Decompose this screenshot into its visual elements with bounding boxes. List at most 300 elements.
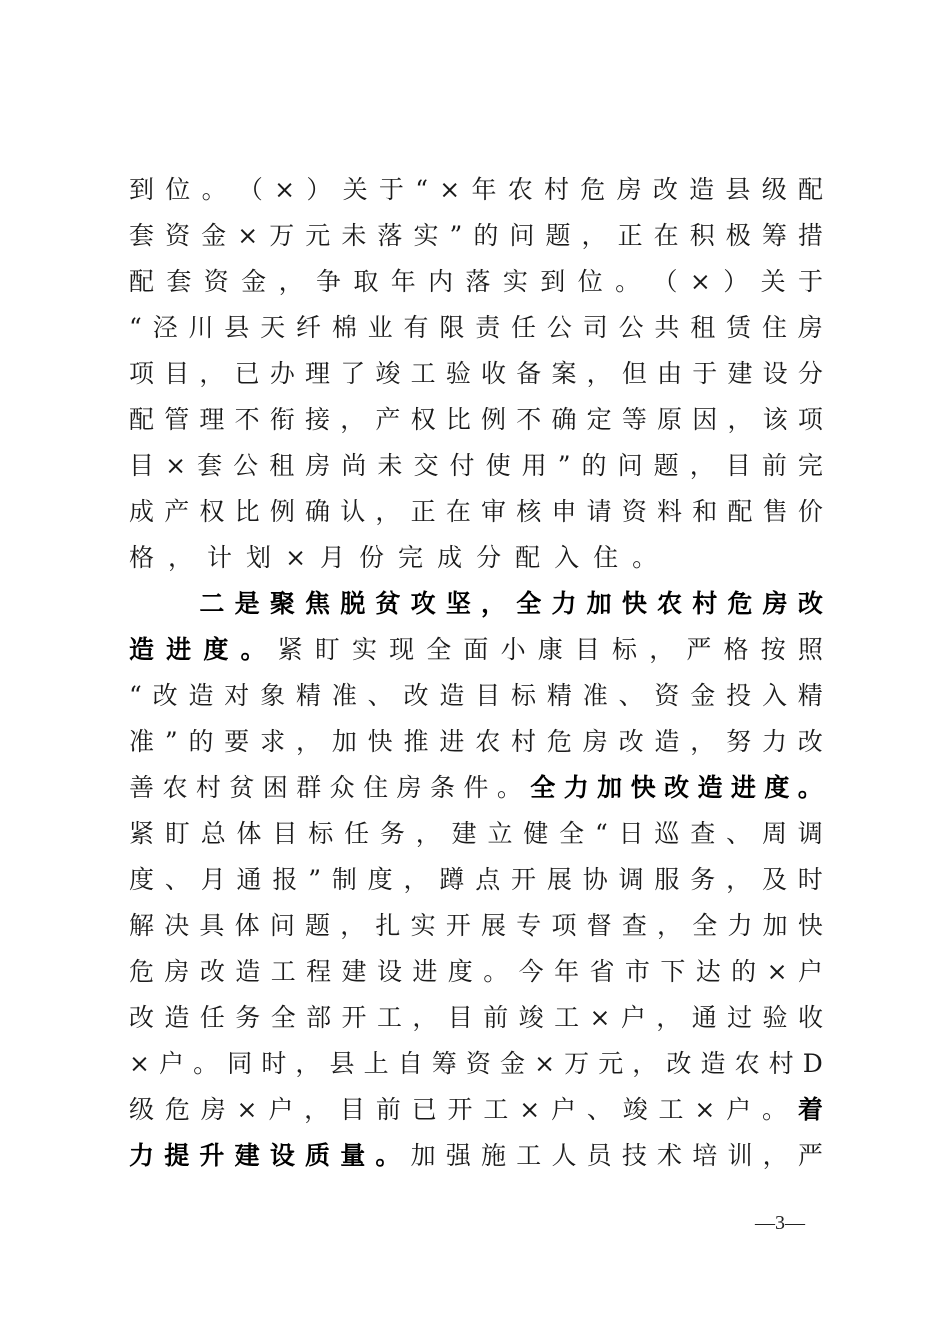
text-line — [129, 627, 823, 673]
text-char: 配 — [129, 267, 155, 296]
text-char: 级 — [129, 1095, 155, 1124]
text-char: ， — [304, 1095, 330, 1124]
text-char: 分 — [797, 359, 823, 388]
text-char: 项 — [797, 405, 823, 434]
text-char: 比 — [445, 405, 471, 434]
text-char: 开 — [447, 1095, 473, 1124]
text-char: 目 — [272, 819, 298, 848]
text-char: 严 — [686, 635, 712, 664]
bold-heading-char: 度 — [203, 635, 229, 664]
text-char: 划 — [246, 543, 286, 572]
text-char: 设 — [376, 957, 402, 986]
text-char: 县 — [224, 313, 250, 342]
text-line — [129, 167, 823, 213]
text-char: 同 — [227, 1049, 253, 1078]
text-char: 住 — [363, 773, 389, 802]
text-char: 住 — [761, 313, 787, 342]
text-char: ， — [295, 1049, 321, 1078]
text-char: 有 — [403, 313, 429, 342]
bold-heading-char: 力 — [129, 1141, 155, 1170]
text-char: 查 — [621, 911, 647, 940]
text-char: 实 — [502, 267, 528, 296]
text-char: 定 — [586, 405, 612, 434]
text-char: 面 — [463, 635, 489, 664]
text-char: “ — [594, 819, 608, 848]
text-char: 自 — [397, 1049, 423, 1078]
bold-heading-char: 二 — [199, 589, 225, 618]
text-char: 度 — [367, 865, 393, 894]
text-char: ， — [403, 865, 429, 894]
text-char: 份 — [359, 543, 399, 572]
bold-heading-char: 快 — [621, 589, 647, 618]
text-char: 使 — [485, 451, 511, 480]
text-char: 务 — [235, 1003, 261, 1032]
text-char: 权 — [199, 497, 225, 526]
text-char: × — [519, 1095, 541, 1124]
bold-heading-char: 着 — [797, 1095, 823, 1124]
text-char: 计 — [207, 543, 247, 572]
text-char: 报 — [272, 865, 298, 894]
text-char: 权 — [410, 405, 436, 434]
text-char: 竣 — [622, 1095, 648, 1124]
text-char: 贫 — [229, 773, 255, 802]
text-char: 房 — [797, 313, 823, 342]
text-char: 已 — [411, 1095, 437, 1124]
text-line — [129, 443, 823, 489]
text-char: 决 — [164, 911, 190, 940]
text-char: 资 — [654, 681, 680, 710]
text-char: ， — [375, 497, 401, 526]
text-char: 工 — [483, 1095, 509, 1124]
text-char: 通 — [691, 1003, 717, 1032]
text-char: 度 — [447, 957, 473, 986]
text-char: 天 — [260, 313, 286, 342]
bold-heading-char: 提 — [164, 1141, 190, 1170]
text-char: 农 — [507, 175, 533, 204]
text-char: 公 — [618, 313, 644, 342]
bold-heading-char: 贫 — [375, 589, 401, 618]
text-char: ， — [340, 911, 366, 940]
text-char: 目 — [574, 635, 600, 664]
text-char: 专 — [516, 911, 542, 940]
text-char: ， — [295, 727, 321, 756]
text-line — [129, 397, 823, 443]
text-char: 验 — [445, 359, 471, 388]
text-char: × — [274, 175, 296, 204]
text-char: 管 — [164, 405, 190, 434]
text-char: 竣 — [375, 359, 401, 388]
text-char: 收 — [797, 1003, 823, 1032]
bold-heading-char: 度 — [764, 773, 790, 802]
text-char: ” — [164, 727, 178, 756]
text-char: 争 — [315, 267, 341, 296]
text-char: 格 — [129, 543, 169, 572]
text-char: 。 — [615, 267, 641, 296]
text-char: 实 — [413, 221, 439, 250]
text-char: 问 — [269, 911, 295, 940]
bold-heading-char: 。 — [797, 773, 823, 802]
text-char: 万 — [564, 1049, 590, 1078]
text-char: 村 — [768, 1049, 794, 1078]
bold-heading-char: 造 — [129, 635, 155, 664]
text-char: 按 — [760, 635, 786, 664]
text-char: 套 — [166, 267, 192, 296]
text-char: 未 — [377, 451, 403, 480]
text-char: 位 — [165, 175, 191, 204]
text-line — [129, 1087, 823, 1133]
bold-heading-char: 设 — [269, 1141, 295, 1170]
text-char: “ — [129, 681, 142, 710]
text-char: 健 — [523, 819, 549, 848]
text-char: 建 — [341, 957, 367, 986]
text-char: 售 — [762, 497, 788, 526]
text-char: 目 — [129, 451, 155, 480]
bold-heading-char: 聚 — [269, 589, 295, 618]
text-char: 收 — [481, 359, 507, 388]
text-char: 目 — [447, 1003, 473, 1032]
text-char: 推 — [403, 727, 429, 756]
text-char: × — [589, 1003, 611, 1032]
text-char: 立 — [487, 819, 513, 848]
text-char: 责 — [475, 313, 501, 342]
text-char: 房 — [616, 175, 642, 204]
text-line — [129, 719, 823, 765]
text-char: 达 — [695, 957, 721, 986]
text-char: 任 — [511, 313, 537, 342]
text-char: 。 — [632, 543, 672, 572]
text-char: 积 — [689, 221, 715, 250]
text-char: 限 — [439, 313, 465, 342]
text-char: 。 — [193, 1049, 219, 1078]
bold-heading-char: 进 — [730, 773, 756, 802]
text-char: 金 — [690, 681, 716, 710]
text-char: 象 — [260, 681, 286, 710]
text-char: 市 — [624, 957, 650, 986]
text-char: 接 — [305, 405, 331, 434]
text-char: ， — [657, 911, 683, 940]
text-line — [129, 213, 823, 259]
text-char: ” — [449, 221, 463, 250]
text-char: 农 — [162, 773, 188, 802]
text-char: 尚 — [341, 451, 367, 480]
bold-heading-char: 攻 — [410, 589, 436, 618]
text-char: 训 — [727, 1141, 753, 1170]
text-char: 造 — [235, 957, 261, 986]
text-char: 目 — [164, 359, 190, 388]
text-char — [129, 581, 154, 627]
text-char: 极 — [725, 221, 751, 250]
text-line — [129, 903, 823, 949]
text-char: 展 — [481, 911, 507, 940]
text-char: 村 — [195, 773, 221, 802]
text-char: 小 — [500, 635, 526, 664]
text-char: 料 — [657, 497, 683, 526]
text-char: 造 — [164, 1003, 190, 1032]
text-char: 例 — [481, 405, 507, 434]
text-char: 设 — [762, 359, 788, 388]
text-char: ， — [168, 543, 208, 572]
text-char: ” — [308, 865, 321, 894]
text-char: 配 — [727, 497, 753, 526]
text-char: 现 — [389, 635, 415, 664]
text-char: 办 — [269, 359, 295, 388]
text-char: 等 — [621, 405, 647, 434]
text-char: 督 — [586, 911, 612, 940]
text-char: 完 — [797, 451, 823, 480]
text-char: 关 — [342, 175, 368, 204]
text-char: 体 — [234, 911, 260, 940]
text-char: 业 — [367, 313, 393, 342]
text-char: 问 — [509, 221, 535, 250]
text-char: 申 — [551, 497, 577, 526]
text-char: （ — [652, 267, 678, 296]
text-char: 配 — [515, 543, 555, 572]
text-char: 但 — [621, 359, 647, 388]
bold-heading-char: 焦 — [305, 589, 331, 618]
text-char: “ — [415, 175, 428, 204]
text-char: 具 — [199, 911, 225, 940]
bold-heading-char: 农 — [657, 589, 683, 618]
bold-heading-char: 建 — [234, 1141, 260, 1170]
text-char: 、 — [164, 865, 190, 894]
text-char: 泾 — [152, 313, 178, 342]
page-number: —3— — [755, 1212, 805, 1234]
text-char: 棉 — [331, 313, 357, 342]
text-char: 照 — [797, 635, 823, 664]
text-char: 术 — [657, 1141, 683, 1170]
text-char: 展 — [546, 865, 572, 894]
text-char: 资 — [165, 221, 191, 250]
text-line — [129, 535, 823, 581]
text-char: 资 — [621, 497, 647, 526]
text-char: × — [694, 1095, 716, 1124]
text-char: 任 — [199, 1003, 225, 1032]
text-char: 价 — [797, 497, 823, 526]
text-char: 全 — [270, 1003, 296, 1032]
text-char: 快 — [367, 727, 393, 756]
text-char: 造 — [188, 681, 214, 710]
text-char: 危 — [164, 1095, 190, 1124]
text-char: 善 — [129, 773, 155, 802]
text-char: 农 — [475, 727, 501, 756]
text-char: 时 — [797, 865, 823, 894]
text-line — [129, 765, 823, 811]
text-char: 危 — [546, 727, 572, 756]
text-char: 户 — [797, 957, 823, 986]
text-char: 确 — [305, 497, 331, 526]
text-line — [129, 1041, 823, 1087]
text-char: 改 — [666, 1049, 692, 1078]
text-char: 司 — [582, 313, 608, 342]
text-char: 取 — [353, 267, 379, 296]
text-char: 纤 — [295, 313, 321, 342]
text-char: 困 — [262, 773, 288, 802]
text-char: 众 — [329, 773, 355, 802]
text-line — [129, 995, 823, 1041]
body-text — [129, 167, 823, 1179]
text-line — [129, 949, 823, 995]
text-char: 工 — [658, 1095, 684, 1124]
text-char: ， — [415, 819, 441, 848]
text-char: 人 — [551, 1141, 577, 1170]
text-char: ， — [689, 451, 715, 480]
text-char: 查 — [690, 819, 716, 848]
text-char: 改 — [797, 727, 823, 756]
bold-heading-char: 。 — [375, 1141, 401, 1170]
text-char: 落 — [465, 267, 491, 296]
text-char: 通 — [236, 865, 262, 894]
text-char: 改 — [403, 681, 429, 710]
text-char: 确 — [551, 405, 577, 434]
text-char: 改 — [129, 1003, 155, 1032]
text-char: 租 — [269, 451, 295, 480]
text-char: 元 — [598, 1049, 624, 1078]
text-char: 康 — [537, 635, 563, 664]
text-char: 的 — [731, 957, 757, 986]
text-char: ， — [586, 359, 612, 388]
text-char: 户 — [551, 1095, 577, 1124]
text-char: 条 — [429, 773, 455, 802]
text-char: 共 — [654, 313, 680, 342]
bold-heading-char: ， — [481, 589, 507, 618]
text-char: 快 — [797, 911, 823, 940]
text-char: 日 — [618, 819, 644, 848]
text-char: ， — [278, 267, 304, 296]
text-char: 工 — [410, 359, 436, 388]
text-char: 租 — [690, 313, 716, 342]
text-char: 在 — [445, 497, 471, 526]
text-char: 工 — [554, 1003, 580, 1032]
text-char: 级 — [761, 175, 787, 204]
bold-heading-char: 是 — [234, 589, 260, 618]
text-char: 改 — [652, 175, 678, 204]
text-char: × — [165, 451, 187, 480]
text-char: 紧 — [277, 635, 303, 664]
text-char: 实 — [410, 911, 436, 940]
text-line — [129, 857, 823, 903]
text-char: 时 — [261, 1049, 287, 1078]
text-char: 年 — [471, 175, 497, 204]
text-char: 的 — [188, 727, 214, 756]
text-char: 农 — [734, 1049, 760, 1078]
text-char: 用 — [521, 451, 547, 480]
text-char: 入 — [761, 681, 787, 710]
text-char: 对 — [224, 681, 250, 710]
text-char: 目 — [340, 1095, 366, 1124]
text-char: 要 — [224, 727, 250, 756]
text-char: 准 — [331, 681, 357, 710]
text-char: 努 — [726, 727, 752, 756]
text-char: 服 — [654, 865, 680, 894]
bold-heading-char: 。 — [240, 635, 266, 664]
text-char: 的 — [581, 451, 607, 480]
text-char: 危 — [580, 175, 606, 204]
text-char: 紧 — [129, 819, 155, 848]
bold-heading-char: 改 — [797, 589, 823, 618]
text-char: 。 — [201, 175, 227, 204]
text-char: 今 — [518, 957, 544, 986]
text-char: （ — [237, 175, 263, 204]
text-char: 村 — [544, 175, 570, 204]
text-char: 问 — [617, 451, 643, 480]
text-char: 进 — [412, 957, 438, 986]
text-char: 县 — [329, 1049, 355, 1078]
text-char: 付 — [449, 451, 475, 480]
text-char: 标 — [612, 635, 638, 664]
bold-heading-char: 村 — [692, 589, 718, 618]
bold-heading-char: 进 — [166, 635, 192, 664]
text-char: 村 — [511, 727, 537, 756]
text-char: 扎 — [375, 911, 401, 940]
text-char: 精 — [295, 681, 321, 710]
text-char: 成 — [437, 543, 477, 572]
text-char: 该 — [762, 405, 788, 434]
text-char: 比 — [234, 497, 260, 526]
text-char: 调 — [797, 819, 823, 848]
text-char: 位 — [577, 267, 603, 296]
text-char: 开 — [341, 1003, 367, 1032]
text-char: 题 — [653, 451, 679, 480]
text-char — [164, 581, 189, 627]
text-char: 不 — [234, 405, 260, 434]
text-char: 到 — [129, 175, 155, 204]
text-char: × — [237, 221, 259, 250]
text-char: 内 — [428, 267, 454, 296]
text-char: 套 — [129, 221, 155, 250]
text-char: 案 — [551, 359, 577, 388]
text-char: 精 — [797, 681, 823, 710]
text-char: 正 — [617, 221, 643, 250]
text-char: 部 — [306, 1003, 332, 1032]
text-char: 筹 — [761, 221, 787, 250]
text-char: 于 — [378, 175, 404, 204]
text-char: 实 — [351, 635, 377, 664]
text-char: 准 — [129, 727, 155, 756]
bold-heading-char: 危 — [727, 589, 753, 618]
text-char: 目 — [725, 451, 751, 480]
text-char: 制 — [331, 865, 357, 894]
text-char: 交 — [413, 451, 439, 480]
text-char: 住 — [593, 543, 633, 572]
bold-heading-char: 力 — [563, 773, 589, 802]
text-char: 户 — [268, 1095, 294, 1124]
text-char: 竣 — [518, 1003, 544, 1032]
text-char: 、 — [726, 819, 752, 848]
bold-heading-char: 全 — [516, 589, 542, 618]
text-char: 资 — [203, 267, 229, 296]
text-char: 和 — [692, 497, 718, 526]
text-char: 严 — [797, 1141, 823, 1170]
text-char: 户 — [620, 1003, 646, 1032]
text-char: 房 — [582, 727, 608, 756]
text-char: 加 — [331, 727, 357, 756]
text-char: 前 — [761, 451, 787, 480]
text-char: 。 — [762, 1095, 788, 1124]
text-char: 件 — [463, 773, 489, 802]
text-char: 例 — [269, 497, 295, 526]
text-char: 下 — [660, 957, 686, 986]
text-char: 建 — [727, 359, 753, 388]
text-char: 分 — [476, 543, 516, 572]
text-line — [129, 1133, 823, 1179]
text-char: 全 — [426, 635, 452, 664]
bold-heading-char: 脱 — [340, 589, 366, 618]
text-char: ， — [656, 1003, 682, 1032]
text-char: ） — [306, 175, 332, 204]
text-char: 月 — [320, 543, 360, 572]
text-char: 的 — [473, 221, 499, 250]
text-char: 求 — [260, 727, 286, 756]
